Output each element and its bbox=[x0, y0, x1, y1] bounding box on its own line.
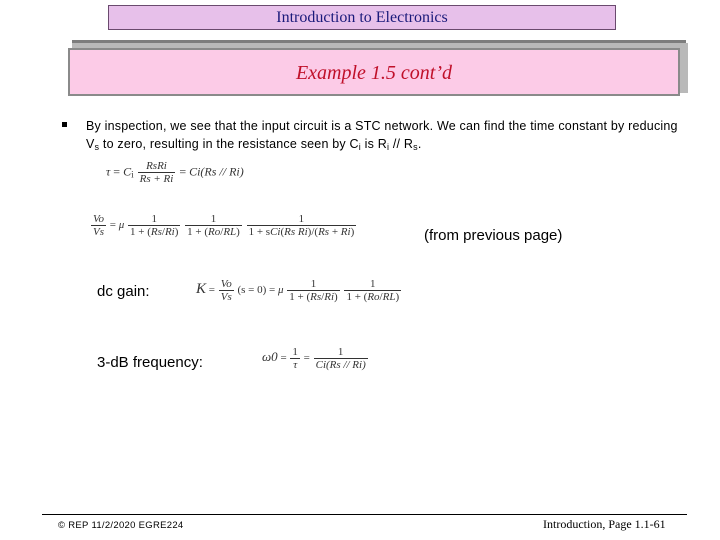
slide-title: Example 1.5 cont’d bbox=[68, 48, 680, 96]
bullet-marker bbox=[62, 122, 67, 127]
transfer-function-equation: $\frac{Vo}{Vs}$ = μ $\frac{1}{1 + (Rs/Ri)}$ $\frac{1}{1 + (Ro/RL)}$ $\frac{1}{\text{1 + sCi(Rs Ri)/(Rs + Ri)}}$ bbox=[93, 213, 355, 238]
dc-gain-label: dc gain: bbox=[97, 283, 150, 300]
body-paragraph: By inspection, we see that the input circuit is a STC network. We can find the time constant by reducing $V_s$ to zero, resulting in the resistance seen by $C_i$ is $R_i // R_s$. bbox=[86, 119, 678, 152]
time-constant-equation: $\tau = C_i$ $\frac{\text{RsRi}}{Rs + Ri}$ = Ci(Rs // Ri) bbox=[106, 160, 244, 185]
note-from-previous-page: (from previous page) bbox=[424, 227, 563, 244]
header-title: Introduction to Electronics bbox=[108, 5, 616, 30]
3db-frequency-label: 3-dB frequency: bbox=[97, 354, 203, 371]
footer-rule bbox=[42, 514, 687, 515]
footer-copyright: © REP 11/2/2020 EGRE224 bbox=[58, 520, 184, 531]
footer-page-number: Introduction, Page 1.1-61 bbox=[543, 517, 666, 531]
3db-frequency-equation: ω0 = $\frac{1}{\tau}$ = $\frac{1}{Ci(Rs // Ri)}$ bbox=[262, 346, 366, 371]
dc-gain-equation: K = $\frac{Vo}{Vs}$ (s = 0) = μ $\frac{1}{1 + (Rs/Ri)}$ $\frac{1}{1 + (Ro/RL)}$ bbox=[196, 278, 400, 303]
